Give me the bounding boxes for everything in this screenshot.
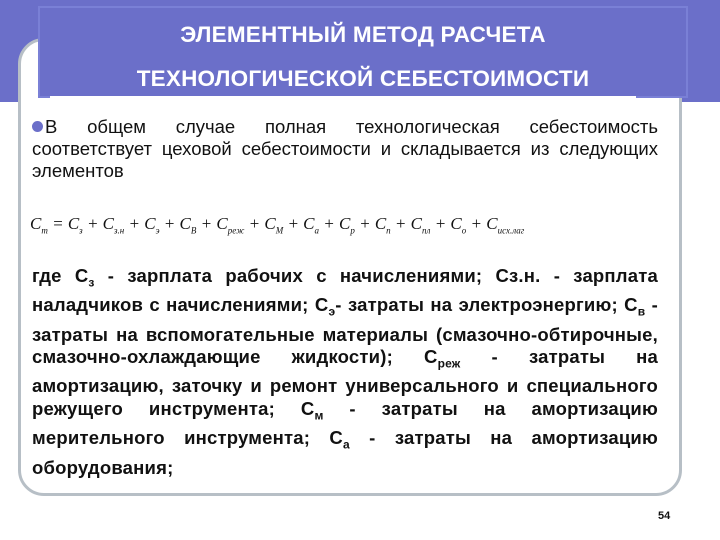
desc-sub: в <box>637 304 646 319</box>
formula-operator: + <box>196 214 217 233</box>
desc-sub: з <box>88 275 95 290</box>
cost-formula <box>30 214 686 248</box>
formula-subscript: реж <box>227 225 245 236</box>
formula-symbol: C <box>102 214 115 233</box>
formula-subscript: п <box>386 225 391 236</box>
formula-operator: + <box>283 214 304 233</box>
elements-description <box>32 265 658 479</box>
formula-symbol: C <box>179 214 191 233</box>
desc-sub: реж <box>437 356 461 371</box>
intro-paragraph <box>32 116 658 182</box>
formula-operator: + <box>159 214 180 233</box>
formula-subscript: т <box>41 225 48 236</box>
desc-sub: э <box>328 304 336 319</box>
formula-subscript: исх.лаг <box>497 225 525 236</box>
intro-text: В общем случае полная технологическая себестоимость соответствует цеховой себестоимости и складывается из следующих элементов <box>32 116 658 181</box>
formula-subscript: a <box>314 225 320 236</box>
title-underline <box>50 96 636 98</box>
formula-symbol: C <box>410 214 422 233</box>
formula-symbol: C <box>216 214 228 233</box>
formula-symbol: C <box>339 214 351 233</box>
formula-subscript: э <box>155 225 160 236</box>
bullet-icon <box>32 121 43 132</box>
formula-subscript: з.н <box>114 225 125 236</box>
formula-subscript: o <box>461 225 467 236</box>
formula-symbol: C <box>450 214 462 233</box>
formula-subscript: з <box>79 225 83 236</box>
formula-subscript: M <box>275 225 284 236</box>
formula-symbol: C <box>374 214 387 233</box>
desc-part: где С <box>32 265 89 286</box>
formula-symbol: C <box>30 214 42 233</box>
formula-subscript: B <box>190 225 197 236</box>
formula-operator: + <box>82 214 103 233</box>
title-bar <box>38 6 688 98</box>
formula-symbol: C <box>486 214 498 233</box>
formula-operator: + <box>430 214 451 233</box>
formula-operator: + <box>244 214 265 233</box>
formula-symbol: C <box>144 214 156 233</box>
formula-symbol: C <box>303 214 315 233</box>
desc-part: - зарплата рабочих с начислениями; Сз.н. - зарплата наладчиков с начислениями; С <box>32 265 658 316</box>
formula-operator: + <box>319 214 339 233</box>
title-line-2: ТЕХНОЛОГИЧЕСКОЙ СЕБЕСТОИМОСТИ <box>136 66 590 91</box>
formula-operator: + <box>124 214 145 233</box>
desc-part: - затраты на электроэнергию; С <box>335 294 638 316</box>
desc-sub: а <box>343 438 350 452</box>
formula-operator: + <box>466 214 487 233</box>
header-rail <box>688 0 720 102</box>
page-number: 54 <box>658 510 671 522</box>
formula-symbol: C <box>264 214 276 233</box>
formula-operator: = <box>47 214 68 233</box>
desc-part: - затраты на амортизацию оборудования; <box>32 427 658 478</box>
formula-operator: + <box>354 214 375 233</box>
formula-subscript: пл <box>422 225 431 236</box>
desc-part: - затраты на амортизацию, заточку и ремонт универсального и специального режущего инструмента; С <box>32 346 658 420</box>
desc-part: - затраты на амортизацию мерительного инструмента; С <box>32 398 658 449</box>
formula-subscript: p <box>350 225 355 236</box>
desc-part: - затраты на вспомогательные материалы (смазочно-обтирочные, смазочно-охлаждающие жидкости); С <box>32 294 659 368</box>
formula-symbol: C <box>67 214 80 233</box>
formula-operator: + <box>390 214 411 233</box>
title-line-1: ЭЛЕМЕНТНЫЙ МЕТОД РАСЧЕТА <box>180 22 546 47</box>
desc-sub: м <box>314 408 324 423</box>
